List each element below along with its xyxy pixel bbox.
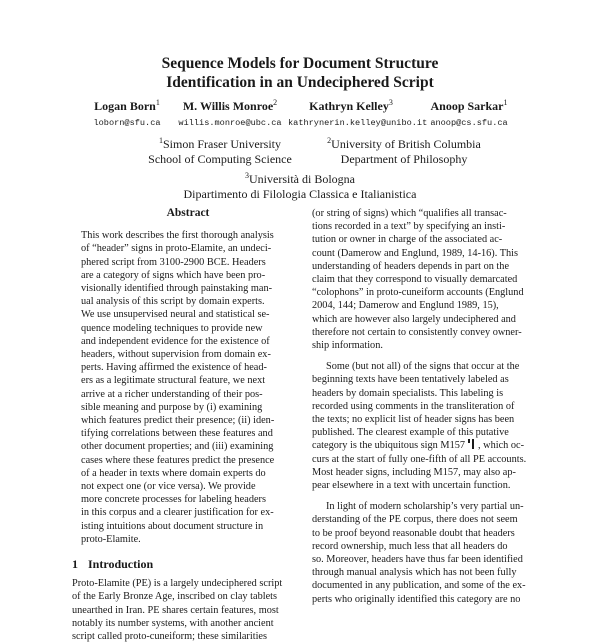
abstract-line: arrive at a richer understanding of their pos-	[81, 388, 263, 400]
body-line: In light of modern scholarship’s very partial un-	[326, 501, 524, 513]
author-list	[0, 96, 600, 130]
body-line: Some (but not all) of the signs that occur at the	[326, 361, 520, 373]
body-line: (or string of signs) which “qualifies all transac-	[312, 208, 507, 219]
author-affiliation-mark: 1	[503, 98, 508, 107]
abstract-line: and independent evidence for the existence of	[81, 335, 270, 347]
body-line: “colophons” in proto-cuneiform accounts (Englund	[312, 287, 524, 299]
affiliation-department: Department of Philosophy	[340, 152, 468, 166]
abstract-line: headers, without supervision from domain ex-	[81, 349, 271, 361]
author-email[interactable]: kathrynerin.kelley@unibo.it	[288, 118, 428, 128]
title-line-1: Sequence Models for Document Structure	[161, 55, 439, 72]
abstract-heading: Abstract	[166, 207, 210, 219]
abstract-line: cases where these features predict the presence	[81, 454, 275, 466]
author-affiliation-mark: 1	[155, 98, 160, 107]
author-name: Anoop Sarkar	[430, 99, 504, 113]
abstract-line: visionally identified through painstaking man-	[81, 283, 273, 295]
author-name: Kathryn Kelley	[309, 99, 389, 113]
affiliation-name: Università di Bologna	[249, 172, 355, 186]
affiliation-mark: 3	[245, 171, 249, 180]
paragraph	[312, 360, 532, 492]
paragraph	[312, 207, 532, 352]
body-line: of the Early Bronze Age, inscribed on clay tablets	[72, 591, 278, 603]
author-block	[174, 96, 286, 129]
affiliation-name: University of British Columbia	[331, 137, 481, 151]
body-line: documented in any publication, and some of the ex-	[312, 580, 526, 592]
body-line: claim that they correspond to visually demarcated	[312, 274, 518, 286]
abstract-line: phered script from 3100-2900 BCE. Headers	[81, 256, 266, 268]
abstract-line: of a header in texts where domain experts do	[81, 467, 266, 479]
right-column	[312, 207, 532, 606]
body-line: Proto-Elamite (PE) is a largely undeciphered script	[72, 578, 283, 590]
affiliation-mark: 1	[159, 136, 163, 145]
section-title: Introduction	[88, 557, 154, 572]
body-line: recorded using comments in the transliteration of	[312, 400, 515, 412]
abstract-line: of “header” signs in proto-Elamite, an undeci-	[81, 243, 272, 255]
body-line-with-sign: category is the ubiquitous sign M157 , which oc-	[312, 440, 525, 452]
body-line: headers by domain specialists. This labeling is	[312, 387, 504, 399]
author-name: Logan Born	[94, 99, 156, 113]
abstract-line: more concrete processes for labeling headers	[81, 494, 266, 506]
author-email[interactable]: loborn@sfu.ca	[93, 118, 161, 128]
body-line: through manual analysis which has not been fully	[312, 567, 517, 579]
abstract-line: We use unsupervised neural and statistical se-	[81, 309, 270, 321]
abstract-line: are a category of signs which have been pro-	[81, 269, 266, 281]
title-line-2: Identification in an Undeciphered Script	[166, 74, 434, 91]
body-line: count (Damerow and Englund, 1989, 14-16). This	[312, 247, 518, 259]
affiliation-1	[120, 133, 320, 167]
affiliation-name: Simon Fraser University	[163, 137, 281, 151]
body-line: the texts; no explicit list of header signs has been	[312, 414, 515, 426]
abstract-line: in this corpus and a clearer justification for ex-	[81, 507, 274, 519]
affiliation-department: School of Computing Science	[148, 152, 292, 166]
body-line: published. The clearest example of this putative	[312, 427, 509, 439]
affiliation-2	[294, 133, 514, 167]
body-line: tions recorded in a text” by specifying an insti-	[312, 221, 506, 233]
abstract-line: quence modeling techniques to provide new	[81, 322, 263, 334]
section-number: 1	[72, 557, 78, 572]
abstract-body	[72, 229, 304, 546]
body-line: 2004, 144; Damerow and Englund 1989, 15),	[312, 300, 499, 312]
body-line: beginning texts have been tentatively labeled as	[312, 374, 509, 386]
body-line: curs at the start of fully one-fifth of all PE accounts.	[312, 453, 527, 465]
body-line: so. Moreover, headers have thus far been identified	[312, 554, 523, 566]
body-line: ship information.	[312, 340, 383, 352]
abstract-line: tifying correlations between these features and	[81, 428, 273, 440]
affiliation-3	[150, 168, 450, 202]
body-line: which are however also largely undeciphered and	[312, 313, 516, 325]
body-line: notably its number systems, with another ancient	[72, 617, 274, 629]
author-block	[422, 96, 516, 129]
affiliation-department: Dipartimento di Filologia Classica e Italianistica	[183, 187, 417, 201]
abstract-line: perts. Having affirmed the existence of head-	[81, 362, 267, 374]
author-affiliation-mark: 3	[388, 98, 393, 107]
paper-title	[0, 54, 600, 92]
body-line: perts who originally identified this category are no	[312, 593, 521, 605]
affiliation-mark: 2	[327, 136, 332, 145]
author-affiliation-mark: 2	[273, 98, 278, 107]
author-name: M. Willis Monroe	[182, 99, 274, 113]
body-line: therefore not certain to consistently convey owner-	[312, 326, 522, 338]
m157-sign-glyph-icon	[467, 439, 476, 449]
abstract-line: This work describes the first thorough analysis	[81, 230, 274, 242]
abstract-line: isting intuitions about document structure in	[81, 520, 264, 532]
author-block	[288, 96, 428, 129]
body-line: Most header signs, including M157, may also ap-	[312, 466, 516, 478]
abstract-line: which features predict their presence; (ii) iden-	[81, 415, 275, 427]
author-block	[82, 96, 172, 129]
body-line: tution or owner in charge of the associated ac-	[312, 234, 503, 246]
body-line: pear elsewhere in a text with uncertain function.	[312, 480, 511, 492]
body-line: to be proof beyond reasonable doubt that headers	[312, 527, 515, 539]
body-line: record ownership, much less that all headers do	[312, 540, 508, 552]
abstract-line: not expect one (or vice versa). We provide	[81, 481, 256, 493]
author-email[interactable]: willis.monroe@ubc.ca	[178, 118, 282, 128]
left-column	[72, 207, 304, 643]
paragraph	[312, 500, 532, 606]
author-email[interactable]: anoop@cs.sfu.ca	[430, 118, 508, 128]
section-heading-introduction	[72, 558, 304, 571]
abstract-line: sible meaning and purpose by (i) examining	[81, 401, 263, 413]
body-line: unearthed in Iran. PE shares certain features, most	[72, 604, 279, 616]
body-line: derstanding of the PE corpus, there does not seem	[312, 514, 518, 526]
abstract-line: ers as a legitimate structural feature, we next	[81, 375, 266, 387]
body-line: understanding of headers depends in part on the	[312, 260, 510, 272]
introduction-body	[72, 577, 304, 643]
abstract-line: proto-Elamite.	[81, 533, 141, 545]
body-line: script called proto-cuneiform; these similarities	[72, 631, 268, 643]
abstract-line: other document properties; and (iii) examining	[81, 441, 274, 453]
abstract-line: ual analysis of this script by domain experts.	[81, 296, 265, 308]
